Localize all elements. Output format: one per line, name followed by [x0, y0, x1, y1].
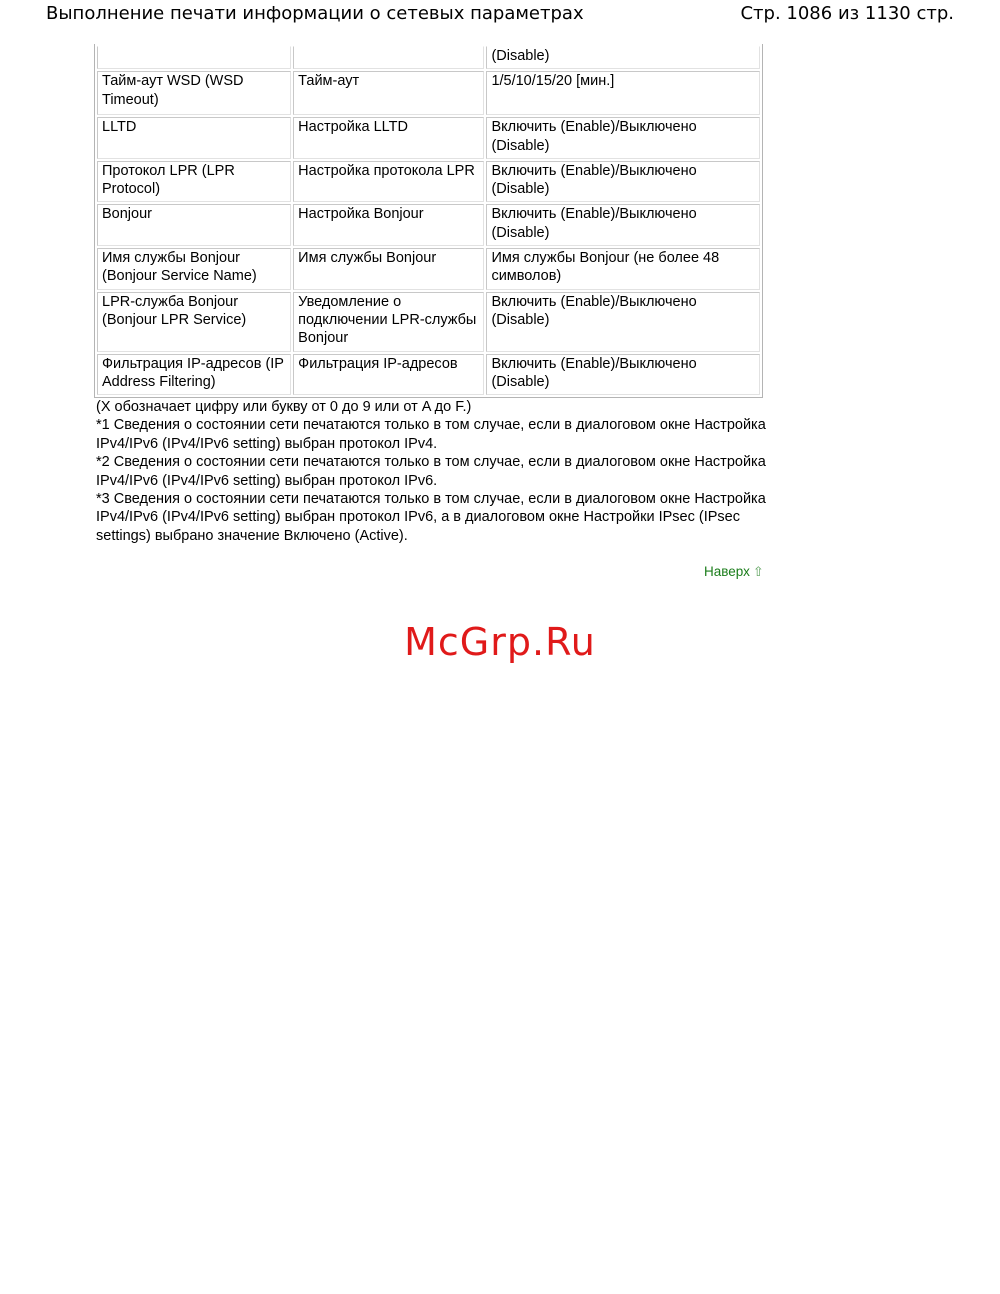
- footnote: *3 Сведения о состоянии сети печатаются только в том случае, если в диалоговом окне Настройка IPv4/IPv6 (IPv4/IPv6 setting) выбран протокол IPv6, а в диалоговом окне Настройки IPsec (IPsec settings) выбрано значение Включено (Active).: [96, 491, 766, 544]
- table-row: [97, 248, 760, 290]
- table-cell: (Disable): [486, 46, 760, 69]
- back-to-top-label: Наверх: [704, 564, 750, 579]
- settings-table: [94, 44, 763, 398]
- table-cell: Настройка Bonjour: [293, 204, 484, 246]
- table-cell: Имя службы Bonjour: [293, 248, 484, 290]
- table-row: [97, 46, 760, 69]
- table-cell: Имя службы Bonjour (Bonjour Service Name): [97, 248, 291, 290]
- table-cell: Тайм-аут WSD (WSD Timeout): [97, 71, 291, 115]
- table-cell: Настройка LLTD: [293, 117, 484, 159]
- table-cell: Имя службы Bonjour (не более 48 символов): [486, 248, 760, 290]
- arrow-up-icon: ⇧: [752, 564, 764, 579]
- table-row: [97, 117, 760, 159]
- table-cell: Уведомление о подключении LPR-службы Bonjour: [293, 292, 484, 352]
- table-cell: [97, 46, 291, 69]
- page-header: [46, 0, 954, 28]
- table-row: [97, 292, 760, 352]
- table-cell: Включить (Enable)/Выключено (Disable): [486, 161, 760, 203]
- table-row: [97, 204, 760, 246]
- table-row: [97, 161, 760, 203]
- table-cell: Bonjour: [97, 204, 291, 246]
- table-cell: LPR-служба Bonjour (Bonjour LPR Service): [97, 292, 291, 352]
- table-cell: Тайм-аут: [293, 71, 484, 115]
- page-title: Выполнение печати информации о сетевых параметрах: [46, 3, 584, 24]
- table-cell: LLTD: [97, 117, 291, 159]
- table-cell: 1/5/10/15/20 [мин.]: [486, 71, 760, 115]
- table-cell: Фильтрация IP-адресов (IP Address Filtering): [97, 354, 291, 396]
- back-to-top-link[interactable]: [704, 563, 764, 581]
- table-row: [97, 354, 760, 396]
- footnote: *2 Сведения о состоянии сети печатаются только в том случае, если в диалоговом окне Настройка IPv4/IPv6 (IPv4/IPv6 setting) выбран протокол IPv6.: [96, 454, 766, 489]
- footnote: (X обозначает цифру или букву от 0 до 9 или от A до F.): [96, 399, 472, 415]
- table-cell: [293, 46, 484, 69]
- footnote: *1 Сведения о состоянии сети печатаются только в том случае, если в диалоговом окне Настройка IPv4/IPv6 (IPv4/IPv6 setting) выбран протокол IPv4.: [96, 417, 766, 452]
- watermark: McGrp.Ru: [404, 620, 596, 664]
- table-cell: Включить (Enable)/Выключено (Disable): [486, 117, 760, 159]
- footnotes: [96, 398, 776, 545]
- table-cell: Настройка протокола LPR: [293, 161, 484, 203]
- table-cell: Включить (Enable)/Выключено (Disable): [486, 204, 760, 246]
- table-cell: Протокол LPR (LPR Protocol): [97, 161, 291, 203]
- table-cell: Включить (Enable)/Выключено (Disable): [486, 292, 760, 352]
- table-cell: Включить (Enable)/Выключено (Disable): [486, 354, 760, 396]
- table-cell: Фильтрация IP-адресов: [293, 354, 484, 396]
- table-row: [97, 71, 760, 115]
- page-counter: Стр. 1086 из 1130 стр.: [740, 3, 954, 24]
